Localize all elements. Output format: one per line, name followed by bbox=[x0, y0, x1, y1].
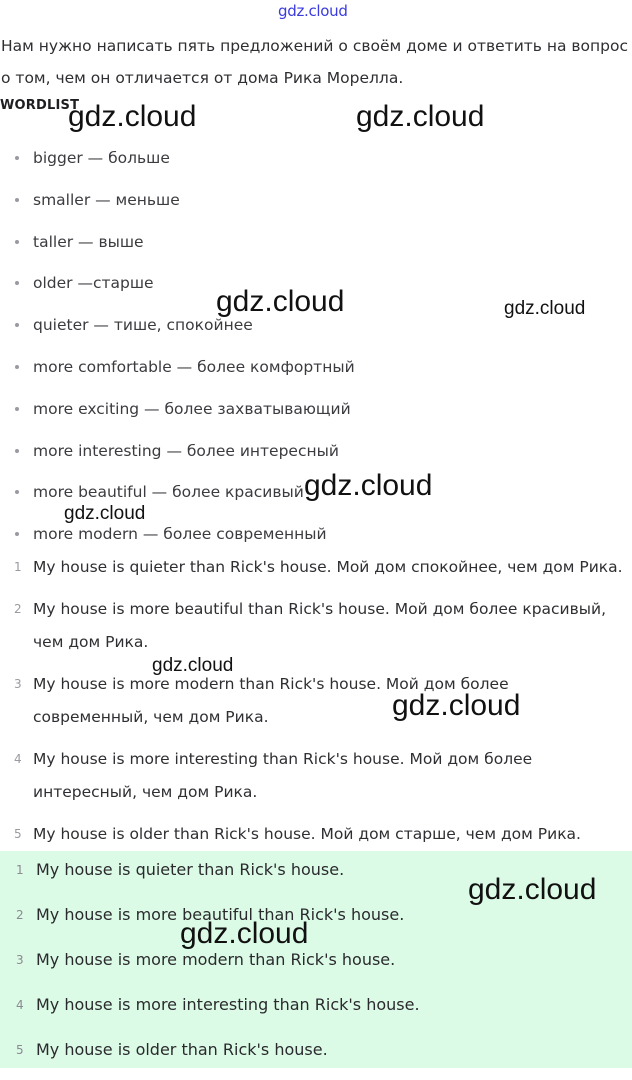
watermark: gdz.cloud bbox=[468, 873, 597, 906]
bullet-icon bbox=[15, 490, 19, 494]
answer-item bbox=[0, 743, 625, 818]
wordlist-item bbox=[0, 221, 355, 263]
site-label: gdz.cloud bbox=[278, 2, 348, 20]
wordlist-item-text: bigger — больше bbox=[33, 149, 170, 167]
wordlist-item bbox=[0, 513, 355, 555]
final-answer-number: 4 bbox=[16, 998, 24, 1012]
answer-item bbox=[0, 593, 625, 668]
wordlist-item-text: quieter — тише, спокойнее bbox=[33, 316, 253, 335]
wordlist-item bbox=[0, 471, 355, 513]
answer-number: 1 bbox=[14, 560, 22, 574]
final-answer-text: My house is more modern than Rick's house. bbox=[36, 950, 396, 969]
watermark: gdz.cloud bbox=[304, 469, 433, 502]
bullet-icon bbox=[15, 449, 19, 453]
watermark: gdz.cloud bbox=[216, 285, 345, 318]
bullet-icon bbox=[15, 198, 19, 202]
final-answer-number: 3 bbox=[16, 953, 24, 967]
wordlist-heading: WORDLIST bbox=[0, 98, 80, 113]
final-answer-item bbox=[0, 945, 420, 990]
answer-list bbox=[0, 551, 632, 852]
answer-item bbox=[0, 551, 625, 593]
watermark: gdz.cloud bbox=[64, 503, 146, 524]
wordlist-item-text: smaller — меньше bbox=[33, 190, 180, 209]
final-answer-text: My house is quieter than Rick's house. bbox=[36, 860, 345, 879]
watermark: gdz.cloud bbox=[504, 298, 586, 319]
watermark: gdz.cloud bbox=[180, 917, 309, 950]
bullet-icon bbox=[15, 365, 19, 369]
wordlist-item-text: older —старше bbox=[33, 274, 154, 293]
wordlist-item-text: taller — выше bbox=[33, 232, 144, 251]
watermark: gdz.cloud bbox=[356, 100, 485, 133]
bullet-icon bbox=[15, 407, 19, 411]
answer-text: My house is quieter than Rick's house. Мой дом спокойнее, чем дом Рика. bbox=[33, 558, 623, 576]
final-answer-number: 1 bbox=[16, 863, 24, 877]
wordlist-item bbox=[0, 137, 355, 179]
wordlist-item bbox=[0, 430, 355, 472]
final-answer-number: 5 bbox=[16, 1043, 24, 1057]
watermark: gdz.cloud bbox=[392, 689, 521, 722]
bullet-icon bbox=[15, 156, 19, 160]
wordlist-item bbox=[0, 346, 355, 388]
final-answer-text: My house is more beautiful than Rick's house. bbox=[36, 905, 405, 924]
wordlist-item-text: more beautiful — более красивый bbox=[33, 483, 304, 502]
final-answer-item bbox=[0, 990, 420, 1035]
answer-item bbox=[0, 668, 625, 743]
answer-number: 2 bbox=[14, 602, 22, 616]
final-answer-item bbox=[0, 1035, 420, 1080]
wordlist-item bbox=[0, 388, 355, 430]
wordlist-item-text: more modern — более современный bbox=[33, 525, 327, 544]
final-answer-number: 2 bbox=[16, 908, 24, 922]
watermark: gdz.cloud bbox=[68, 100, 197, 133]
task-intro: Нам нужно написать пять предложений о своём доме и ответить на вопрос о том, чем он отличается от дома Рика Морелла. bbox=[1, 37, 629, 87]
answer-number: 5 bbox=[14, 827, 22, 841]
wordlist-item bbox=[0, 179, 355, 221]
watermark: gdz.cloud bbox=[152, 655, 234, 676]
answer-text: My house is more interesting than Rick's house. Мой дом более интересный, чем дом Рика. bbox=[33, 750, 533, 801]
answer-text: My house is older than Rick's house. Мой дом старше, чем дом Рика. bbox=[33, 825, 581, 843]
final-answer-list bbox=[0, 855, 420, 1080]
final-answer-text: My house is more interesting than Rick's house. bbox=[36, 995, 420, 1014]
wordlist-item-text: more comfortable — более комфортный bbox=[33, 357, 355, 376]
bullet-icon bbox=[15, 323, 19, 327]
final-answer-item bbox=[0, 855, 420, 900]
answer-text: My house is more modern than Rick's house. Мой дом более современный, чем дом Рика. bbox=[33, 675, 509, 726]
bullet-icon bbox=[15, 240, 19, 244]
wordlist bbox=[0, 137, 355, 555]
wordlist-item-text: more interesting — более интересный bbox=[33, 441, 339, 460]
answer-number: 4 bbox=[14, 752, 22, 766]
bullet-icon bbox=[15, 532, 19, 536]
bullet-icon bbox=[15, 281, 19, 285]
wordlist-item-text: more exciting — более захватывающий bbox=[33, 399, 351, 418]
answer-text: My house is more beautiful than Rick's house. Мой дом более красивый, чем дом Рика. bbox=[33, 600, 607, 651]
answer-item bbox=[0, 818, 625, 852]
answer-number: 3 bbox=[14, 677, 22, 691]
final-answer-text: My house is older than Rick's house. bbox=[36, 1040, 328, 1059]
